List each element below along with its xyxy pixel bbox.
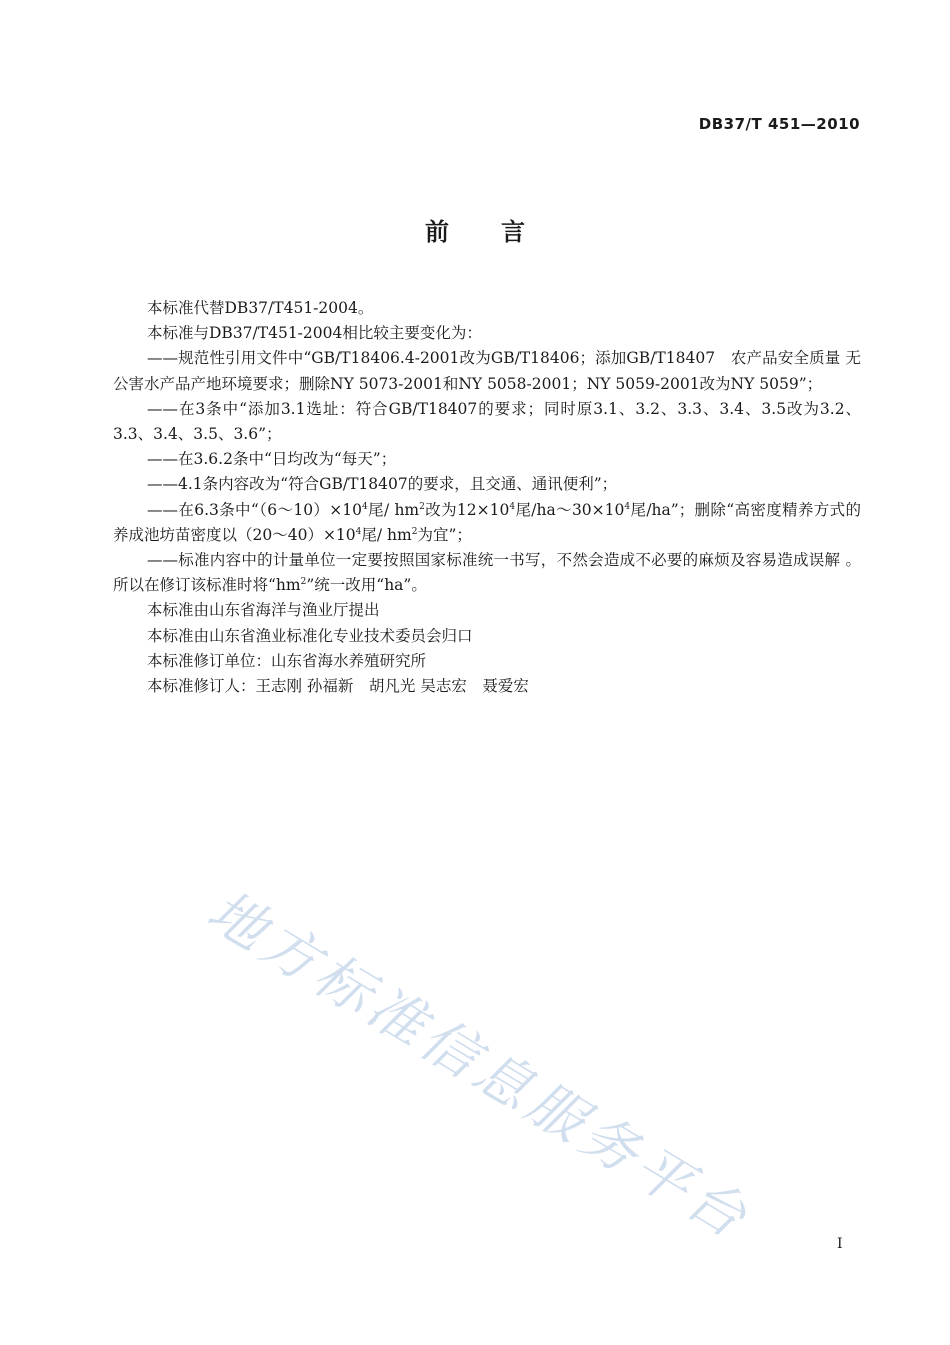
paragraph-replaces: 本标准代替DB37/T451-2004。 — [147, 299, 374, 317]
standard-code: DB37/T 451—2010 — [698, 115, 860, 133]
foreword-body — [113, 296, 861, 699]
paragraph-proposer: 本标准由山东省海洋与渔业厅提出 — [147, 601, 380, 620]
change-item-site: ——在3条中“添加3.1选址：符合GB/T18407的要求；同时原3.1、3.2、3.3、3.4、3.5改为3.2、3.3、3.4、3.5、3.6”； — [113, 399, 861, 444]
page-number: I — [837, 1236, 843, 1252]
paragraph-revisers: 本标准修订人：王志刚 孙福新 胡凡光 吴志宏 聂爱宏 — [147, 677, 529, 696]
paragraph-changes-intro: 本标准与DB37/T451-2004相比较主要变化为： — [147, 324, 482, 343]
change-item-references: ——规范性引用文件中“GB/T18406.4-2001改为GB/T18406；添加GB/T18407 农产品安全质量 无公害水产品产地环境要求；删除NY 5073-2001和NY 5058-2001；NY 5059-2001改为NY 5059”； — [113, 349, 861, 393]
change-item-units: ——标准内容中的计量单位一定要按照国家标准统一书写，不然会造成不必要的麻烦及容易造成误解 。所以在修订该标准时将“$hm^2$”统一改用“ha”。 — [113, 551, 861, 595]
paragraph-revising-unit: 本标准修订单位：山东省海水养殖研究所 — [147, 651, 427, 670]
paragraph-committee: 本标准由山东省渔业标准化专业技术委员会归口 — [147, 626, 473, 645]
change-item-4-1: ——4.1条内容改为“符合GB/T18407的要求，且交通、通讯便利”； — [147, 475, 618, 494]
page-title: 前言 — [425, 218, 577, 246]
change-item-density: ——在6.3条中“$(6\sim 10)\times 10^4$尾/ $hm^2$改为$12\times 10^4$尾$/ha\sim 30\times 10^4$尾/ha”；删除“高密度精养方式的养成池坊苗密度以$(20\sim 40)\times 10^4$尾/ $hm^2$为宜”； — [113, 500, 861, 544]
watermark: 地方标准信息服务平台 — [196, 878, 762, 1254]
change-item-daily: ——在3.6.2条中“日均改为“每天”； — [147, 450, 397, 469]
